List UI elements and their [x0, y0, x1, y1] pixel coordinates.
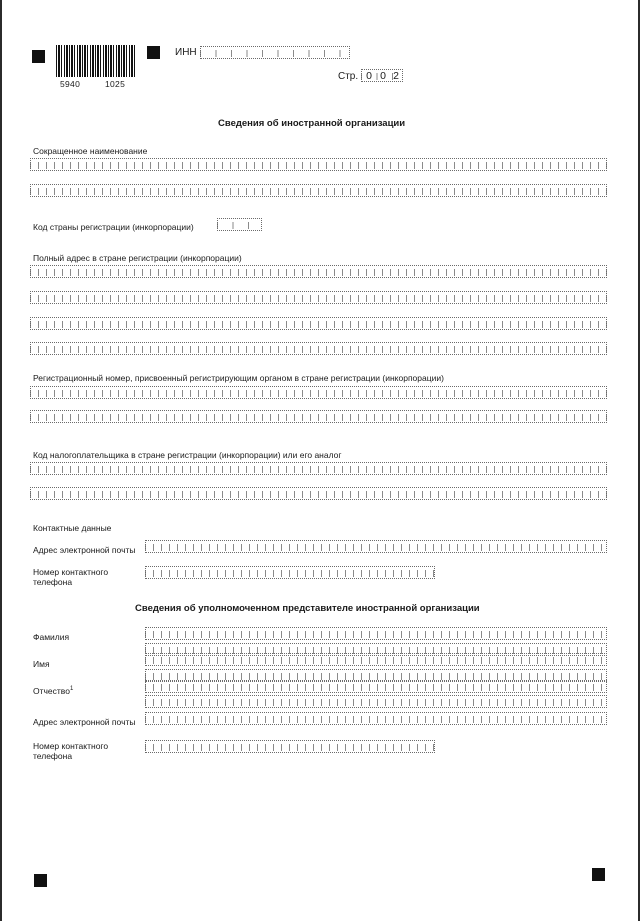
short-name-label: Сокращенное наименование: [33, 146, 148, 156]
first-name-label: Имя: [33, 659, 50, 669]
rep-phone-label: Номер контактного телефона: [33, 741, 109, 761]
inn-field[interactable]: [200, 46, 350, 59]
country-code-label: Код страны регистрации (инкорпорации): [33, 222, 194, 232]
org-email-field[interactable]: [145, 540, 607, 553]
taxpayer-code-field-line-1[interactable]: [30, 462, 607, 475]
corner-marker-top-center: [147, 46, 160, 59]
footnote-marker: 1: [69, 686, 74, 692]
section-title-representative: Сведения об уполномоченном представителе иностранной организации: [135, 603, 480, 614]
short-name-field-line-1[interactable]: [30, 158, 607, 171]
patronymic-field-line-1[interactable]: [145, 680, 607, 693]
full-address-label: Полный адрес в стране регистрации (инкорпорации): [33, 253, 242, 263]
corner-marker-bottom-left: [34, 874, 47, 887]
corner-marker-top-left: [32, 50, 45, 63]
scan-edge-left: [0, 0, 2, 921]
reg-number-field-line-2[interactable]: [30, 410, 607, 423]
full-address-field-line-2[interactable]: [30, 291, 607, 304]
barcode-left-number: 5940: [60, 79, 81, 89]
page-digit: 2: [393, 70, 399, 82]
corner-marker-bottom-right: [592, 868, 605, 881]
short-name-field-line-2[interactable]: [30, 184, 607, 197]
surname-label: Фамилия: [33, 632, 70, 642]
barcode-image: [56, 45, 136, 77]
page-label: Стр.: [338, 71, 359, 82]
full-address-field-line-4[interactable]: [30, 342, 607, 355]
surname-field-line-1[interactable]: [145, 627, 607, 640]
contacts-label: Контактные данные: [33, 523, 112, 533]
taxpayer-code-label: Код налогоплательщика в стране регистрации (инкорпорации) или его аналог: [33, 450, 342, 460]
rep-phone-field[interactable]: [145, 740, 435, 753]
patronymic-label: Отчество$^1$: [33, 685, 74, 696]
reg-number-field-line-1[interactable]: [30, 386, 607, 399]
org-phone-label: Номер контактного телефона: [33, 567, 109, 587]
org-phone-field[interactable]: [145, 566, 435, 579]
country-code-field[interactable]: [217, 218, 262, 231]
patronymic-field-line-2[interactable]: [145, 695, 607, 708]
rep-email-label: Адрес электронной почты: [33, 717, 136, 727]
reg-number-label: Регистрационный номер, присвоенный регистрирующим органом в стране регистрации (инкорпорации): [33, 373, 444, 383]
org-email-label: Адрес электронной почты: [33, 545, 136, 555]
full-address-field-line-1[interactable]: [30, 265, 607, 278]
page-digit: 0: [366, 70, 372, 82]
taxpayer-code-field-line-2[interactable]: [30, 487, 607, 500]
section-title-organization: Сведения об иностранной организации: [218, 118, 406, 129]
page-digit: 0: [380, 70, 386, 82]
full-address-field-line-3[interactable]: [30, 317, 607, 330]
first-name-field-line-1[interactable]: [145, 653, 607, 666]
inn-label: ИНН: [175, 47, 197, 58]
rep-email-field[interactable]: [145, 712, 607, 725]
barcode-right-number: 1025: [105, 79, 126, 89]
page-number-field[interactable]: [361, 69, 403, 82]
